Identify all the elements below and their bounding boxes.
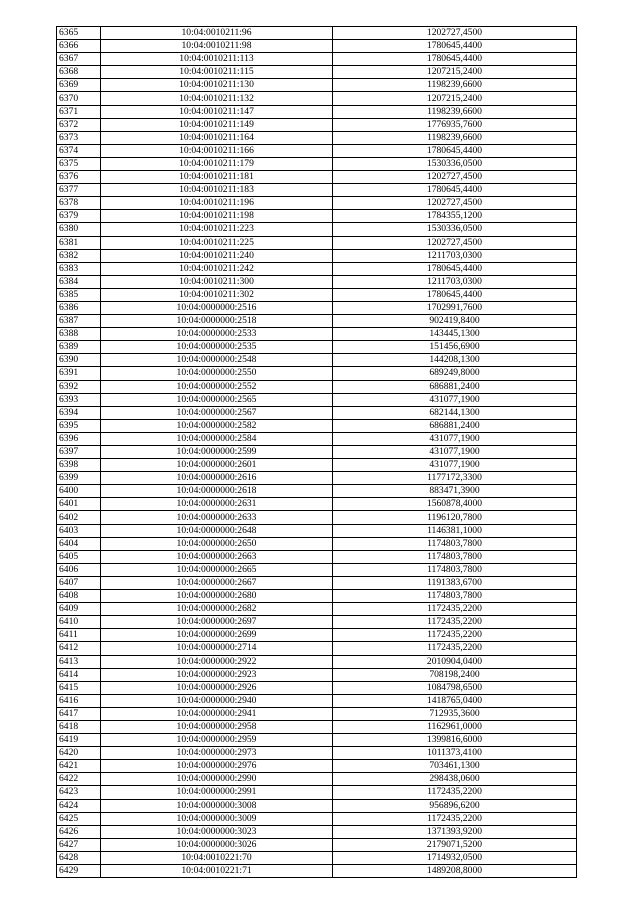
table-row	[57, 393, 577, 406]
row-number-cell: 6367	[57, 53, 101, 66]
cadastral-value-cell: 1172435,2200	[333, 786, 577, 799]
cadastral-value-cell: 1211703,0300	[333, 249, 577, 262]
row-number-cell: 6386	[57, 301, 101, 314]
cadastral-value-cell: 689249,8000	[333, 367, 577, 380]
cadastral-value-cell: 956896,6200	[333, 799, 577, 812]
row-number-cell: 6407	[57, 576, 101, 589]
cadastral-value-cell: 1172435,2200	[333, 616, 577, 629]
row-number-cell: 6371	[57, 105, 101, 118]
row-number-cell: 6382	[57, 249, 101, 262]
cadastral-number-cell: 10:04:0000000:3009	[101, 812, 333, 825]
table-row	[57, 118, 577, 131]
table-row	[57, 550, 577, 563]
row-number-cell: 6394	[57, 406, 101, 419]
cadastral-number-cell: 10:04:0000000:2941	[101, 707, 333, 720]
cadastral-value-cell: 1371393,9200	[333, 825, 577, 838]
cadastral-number-cell: 10:04:0000000:2663	[101, 550, 333, 563]
cadastral-value-cell: 1172435,2200	[333, 629, 577, 642]
table-row	[57, 511, 577, 524]
cadastral-value-cell: 431077,1900	[333, 393, 577, 406]
cadastral-number-cell: 10:04:0010211:113	[101, 53, 333, 66]
cadastral-value-cell: 1191383,6700	[333, 576, 577, 589]
cadastral-number-cell: 10:04:0000000:2697	[101, 616, 333, 629]
table-row	[57, 629, 577, 642]
row-number-cell: 6425	[57, 812, 101, 825]
table-row	[57, 459, 577, 472]
cadastral-value-cell: 1174803,7800	[333, 590, 577, 603]
table-row	[57, 851, 577, 864]
table-row	[57, 590, 577, 603]
row-number-cell: 6400	[57, 485, 101, 498]
cadastral-number-cell: 10:04:0010211:225	[101, 236, 333, 249]
row-number-cell: 6420	[57, 747, 101, 760]
row-number-cell: 6417	[57, 707, 101, 720]
row-number-cell: 6427	[57, 838, 101, 851]
cadastral-value-cell: 1489208,8000	[333, 865, 577, 878]
row-number-cell: 6406	[57, 563, 101, 576]
table-row	[57, 275, 577, 288]
row-number-cell: 6368	[57, 66, 101, 79]
cadastral-number-cell: 10:04:0000000:2665	[101, 563, 333, 576]
cadastral-number-cell: 10:04:0000000:2990	[101, 773, 333, 786]
cadastral-value-cell: 1202727,4500	[333, 27, 577, 40]
cadastral-value-cell: 431077,1900	[333, 459, 577, 472]
cadastral-number-cell: 10:04:0000000:2518	[101, 315, 333, 328]
row-number-cell: 6401	[57, 498, 101, 511]
cadastral-value-cell: 708198,2400	[333, 668, 577, 681]
table-row	[57, 105, 577, 118]
table-row	[57, 315, 577, 328]
cadastral-value-cell: 883471,3900	[333, 485, 577, 498]
cadastral-number-cell: 10:04:0000000:2516	[101, 301, 333, 314]
cadastral-value-cell: 902419,8400	[333, 315, 577, 328]
table-row	[57, 380, 577, 393]
cadastral-value-cell: 1198239,6600	[333, 105, 577, 118]
cadastral-value-cell: 1174803,7800	[333, 550, 577, 563]
cadastral-number-cell: 10:04:0000000:2991	[101, 786, 333, 799]
table-row	[57, 27, 577, 40]
table-row	[57, 603, 577, 616]
cadastral-value-cell: 431077,1900	[333, 432, 577, 445]
row-number-cell: 6384	[57, 275, 101, 288]
row-number-cell: 6421	[57, 760, 101, 773]
cadastral-number-cell: 10:04:0000000:2699	[101, 629, 333, 642]
cadastral-number-cell: 10:04:0010221:71	[101, 865, 333, 878]
table-row	[57, 694, 577, 707]
cadastral-number-cell: 10:04:0000000:2680	[101, 590, 333, 603]
row-number-cell: 6414	[57, 668, 101, 681]
table-row	[57, 367, 577, 380]
table-row	[57, 406, 577, 419]
cadastral-value-cell: 1162961,0000	[333, 720, 577, 733]
row-number-cell: 6408	[57, 590, 101, 603]
table-row	[57, 236, 577, 249]
table-row	[57, 786, 577, 799]
row-number-cell: 6403	[57, 524, 101, 537]
row-number-cell: 6405	[57, 550, 101, 563]
cadastral-number-cell: 10:04:0000000:2618	[101, 485, 333, 498]
cadastral-value-cell: 431077,1900	[333, 446, 577, 459]
row-number-cell: 6373	[57, 131, 101, 144]
row-number-cell: 6419	[57, 734, 101, 747]
cadastral-number-cell: 10:04:0000000:2648	[101, 524, 333, 537]
table-row	[57, 707, 577, 720]
row-number-cell: 6380	[57, 223, 101, 236]
table-row	[57, 197, 577, 210]
row-number-cell: 6423	[57, 786, 101, 799]
row-number-cell: 6366	[57, 40, 101, 53]
cadastral-value-cell: 686881,2400	[333, 419, 577, 432]
row-number-cell: 6387	[57, 315, 101, 328]
row-number-cell: 6396	[57, 432, 101, 445]
row-number-cell: 6390	[57, 354, 101, 367]
cadastral-number-cell: 10:04:0000000:2633	[101, 511, 333, 524]
cadastral-value-cell: 1172435,2200	[333, 603, 577, 616]
cadastral-number-cell: 10:04:0000000:2599	[101, 446, 333, 459]
cadastral-value-cell: 1776935,7600	[333, 118, 577, 131]
row-number-cell: 6418	[57, 720, 101, 733]
cadastral-value-cell: 1780645,4400	[333, 144, 577, 157]
row-number-cell: 6426	[57, 825, 101, 838]
table-row	[57, 288, 577, 301]
cadastral-number-cell: 10:04:0000000:2616	[101, 472, 333, 485]
cadastral-number-cell: 10:04:0000000:2959	[101, 734, 333, 747]
row-number-cell: 6375	[57, 157, 101, 170]
cadastral-value-cell: 1198239,6600	[333, 131, 577, 144]
table-row	[57, 720, 577, 733]
row-number-cell: 6413	[57, 655, 101, 668]
row-number-cell: 6402	[57, 511, 101, 524]
table-row	[57, 341, 577, 354]
cadastral-number-cell: 10:04:0000000:2922	[101, 655, 333, 668]
table-row	[57, 210, 577, 223]
row-number-cell: 6416	[57, 694, 101, 707]
cadastral-number-cell: 10:04:0010211:183	[101, 184, 333, 197]
cadastral-number-cell: 10:04:0010221:70	[101, 851, 333, 864]
row-number-cell: 6383	[57, 262, 101, 275]
table-row	[57, 812, 577, 825]
table-row	[57, 524, 577, 537]
cadastral-value-cell: 1560878,4000	[333, 498, 577, 511]
cadastral-number-cell: 10:04:0010211:300	[101, 275, 333, 288]
cadastral-value-table	[56, 26, 577, 878]
row-number-cell: 6409	[57, 603, 101, 616]
cadastral-value-cell: 1174803,7800	[333, 563, 577, 576]
cadastral-value-cell: 682144,1300	[333, 406, 577, 419]
table-row	[57, 432, 577, 445]
cadastral-number-cell: 10:04:0000000:2550	[101, 367, 333, 380]
cadastral-value-cell: 1780645,4400	[333, 53, 577, 66]
cadastral-value-cell: 1172435,2200	[333, 642, 577, 655]
cadastral-value-cell: 1202727,4500	[333, 236, 577, 249]
cadastral-value-cell: 1211703,0300	[333, 275, 577, 288]
row-number-cell: 6389	[57, 341, 101, 354]
row-number-cell: 6388	[57, 328, 101, 341]
row-number-cell: 6399	[57, 472, 101, 485]
table-row	[57, 865, 577, 878]
cadastral-number-cell: 10:04:0000000:2535	[101, 341, 333, 354]
row-number-cell: 6381	[57, 236, 101, 249]
table-row	[57, 747, 577, 760]
cadastral-value-cell: 1780645,4400	[333, 40, 577, 53]
cadastral-value-cell: 1780645,4400	[333, 184, 577, 197]
row-number-cell: 6398	[57, 459, 101, 472]
cadastral-number-cell: 10:04:0000000:2667	[101, 576, 333, 589]
row-number-cell: 6424	[57, 799, 101, 812]
table-row	[57, 838, 577, 851]
row-number-cell: 6376	[57, 171, 101, 184]
cadastral-number-cell: 10:04:0010211:96	[101, 27, 333, 40]
cadastral-number-cell: 10:04:0000000:2631	[101, 498, 333, 511]
cadastral-number-cell: 10:04:0000000:2548	[101, 354, 333, 367]
cadastral-number-cell: 10:04:0010211:132	[101, 92, 333, 105]
cadastral-number-cell: 10:04:0000000:2584	[101, 432, 333, 445]
table-row	[57, 79, 577, 92]
table-row	[57, 537, 577, 550]
cadastral-number-cell: 10:04:0010211:302	[101, 288, 333, 301]
cadastral-number-cell: 10:04:0000000:2923	[101, 668, 333, 681]
cadastral-value-cell: 1084798,6500	[333, 681, 577, 694]
table-row	[57, 576, 577, 589]
row-number-cell: 6379	[57, 210, 101, 223]
table-row	[57, 668, 577, 681]
row-number-cell: 6429	[57, 865, 101, 878]
cadastral-value-cell: 1784355,1200	[333, 210, 577, 223]
cadastral-number-cell: 10:04:0000000:3026	[101, 838, 333, 851]
cadastral-value-cell: 298438,0600	[333, 773, 577, 786]
row-number-cell: 6365	[57, 27, 101, 40]
row-number-cell: 6391	[57, 367, 101, 380]
row-number-cell: 6377	[57, 184, 101, 197]
cadastral-value-cell: 1146381,1000	[333, 524, 577, 537]
table-row	[57, 354, 577, 367]
cadastral-number-cell: 10:04:0000000:2926	[101, 681, 333, 694]
cadastral-value-cell: 1399816,6000	[333, 734, 577, 747]
cadastral-value-cell: 151456,6900	[333, 341, 577, 354]
cadastral-value-cell: 1780645,4400	[333, 288, 577, 301]
cadastral-value-cell: 1207215,2400	[333, 92, 577, 105]
cadastral-number-cell: 10:04:0000000:2958	[101, 720, 333, 733]
table-row	[57, 53, 577, 66]
cadastral-number-cell: 10:04:0000000:2582	[101, 419, 333, 432]
cadastral-number-cell: 10:04:0000000:2682	[101, 603, 333, 616]
table-row	[57, 144, 577, 157]
cadastral-value-cell: 1011373,4100	[333, 747, 577, 760]
cadastral-value-cell: 1202727,4500	[333, 197, 577, 210]
table-row	[57, 681, 577, 694]
table-row	[57, 328, 577, 341]
cadastral-value-cell: 1198239,6600	[333, 79, 577, 92]
table-row	[57, 157, 577, 170]
table-row	[57, 131, 577, 144]
row-number-cell: 6415	[57, 681, 101, 694]
cadastral-value-cell: 1172435,2200	[333, 812, 577, 825]
cadastral-number-cell: 10:04:0000000:2714	[101, 642, 333, 655]
table-row	[57, 92, 577, 105]
cadastral-value-cell: 1207215,2400	[333, 66, 577, 79]
cadastral-number-cell: 10:04:0000000:2567	[101, 406, 333, 419]
row-number-cell: 6410	[57, 616, 101, 629]
row-number-cell: 6370	[57, 92, 101, 105]
row-number-cell: 6404	[57, 537, 101, 550]
table-row	[57, 419, 577, 432]
cadastral-value-cell: 144208,1300	[333, 354, 577, 367]
cadastral-number-cell: 10:04:0010211:115	[101, 66, 333, 79]
row-number-cell: 6378	[57, 197, 101, 210]
row-number-cell: 6428	[57, 851, 101, 864]
cadastral-number-cell: 10:04:0000000:2601	[101, 459, 333, 472]
cadastral-value-cell: 1702991,7600	[333, 301, 577, 314]
cadastral-value-cell: 1202727,4500	[333, 171, 577, 184]
cadastral-number-cell: 10:04:0010211:166	[101, 144, 333, 157]
table-row	[57, 799, 577, 812]
cadastral-value-cell: 2010904,0400	[333, 655, 577, 668]
table-body	[57, 27, 577, 878]
row-number-cell: 6422	[57, 773, 101, 786]
table-row	[57, 301, 577, 314]
cadastral-number-cell: 10:04:0010211:147	[101, 105, 333, 118]
cadastral-number-cell: 10:04:0010211:181	[101, 171, 333, 184]
table-row	[57, 223, 577, 236]
table-row	[57, 616, 577, 629]
table-row	[57, 760, 577, 773]
cadastral-number-cell: 10:04:0010211:98	[101, 40, 333, 53]
cadastral-value-cell: 1714932,0500	[333, 851, 577, 864]
row-number-cell: 6397	[57, 446, 101, 459]
table-row	[57, 734, 577, 747]
cadastral-number-cell: 10:04:0000000:2565	[101, 393, 333, 406]
cadastral-number-cell: 10:04:0000000:3008	[101, 799, 333, 812]
row-number-cell: 6395	[57, 419, 101, 432]
cadastral-number-cell: 10:04:0000000:2650	[101, 537, 333, 550]
cadastral-value-cell: 2179071,5200	[333, 838, 577, 851]
table-row	[57, 642, 577, 655]
cadastral-number-cell: 10:04:0010211:240	[101, 249, 333, 262]
table-row	[57, 485, 577, 498]
table-row	[57, 563, 577, 576]
row-number-cell: 6392	[57, 380, 101, 393]
cadastral-number-cell: 10:04:0010211:223	[101, 223, 333, 236]
table-row	[57, 472, 577, 485]
cadastral-number-cell: 10:04:0000000:2533	[101, 328, 333, 341]
table-row	[57, 262, 577, 275]
table-row	[57, 249, 577, 262]
table-row	[57, 40, 577, 53]
cadastral-value-cell: 712935,3600	[333, 707, 577, 720]
cadastral-value-cell: 1530336,0500	[333, 223, 577, 236]
cadastral-value-cell: 1780645,4400	[333, 262, 577, 275]
table-row	[57, 825, 577, 838]
cadastral-number-cell: 10:04:0010211:130	[101, 79, 333, 92]
cadastral-number-cell: 10:04:0010211:179	[101, 157, 333, 170]
cadastral-number-cell: 10:04:0010211:196	[101, 197, 333, 210]
cadastral-number-cell: 10:04:0000000:2973	[101, 747, 333, 760]
table-row	[57, 66, 577, 79]
cadastral-number-cell: 10:04:0000000:2940	[101, 694, 333, 707]
cadastral-number-cell: 10:04:0000000:2552	[101, 380, 333, 393]
cadastral-value-cell: 703461,1300	[333, 760, 577, 773]
cadastral-number-cell: 10:04:0010211:198	[101, 210, 333, 223]
cadastral-number-cell: 10:04:0010211:149	[101, 118, 333, 131]
cadastral-value-cell: 143445,1300	[333, 328, 577, 341]
cadastral-value-cell: 1177172,3300	[333, 472, 577, 485]
cadastral-number-cell: 10:04:0000000:2976	[101, 760, 333, 773]
cadastral-number-cell: 10:04:0010211:242	[101, 262, 333, 275]
cadastral-value-cell: 1196120,7800	[333, 511, 577, 524]
cadastral-number-cell: 10:04:0000000:3023	[101, 825, 333, 838]
table-row	[57, 184, 577, 197]
table-row	[57, 171, 577, 184]
row-number-cell: 6412	[57, 642, 101, 655]
cadastral-number-cell: 10:04:0010211:164	[101, 131, 333, 144]
cadastral-value-cell: 686881,2400	[333, 380, 577, 393]
row-number-cell: 6369	[57, 79, 101, 92]
row-number-cell: 6372	[57, 118, 101, 131]
cadastral-value-cell: 1418765,0400	[333, 694, 577, 707]
cadastral-value-cell: 1530336,0500	[333, 157, 577, 170]
row-number-cell: 6374	[57, 144, 101, 157]
table-row	[57, 773, 577, 786]
table-row	[57, 446, 577, 459]
cadastral-value-cell: 1174803,7800	[333, 537, 577, 550]
row-number-cell: 6393	[57, 393, 101, 406]
table-row	[57, 655, 577, 668]
table-row	[57, 498, 577, 511]
row-number-cell: 6411	[57, 629, 101, 642]
row-number-cell: 6385	[57, 288, 101, 301]
